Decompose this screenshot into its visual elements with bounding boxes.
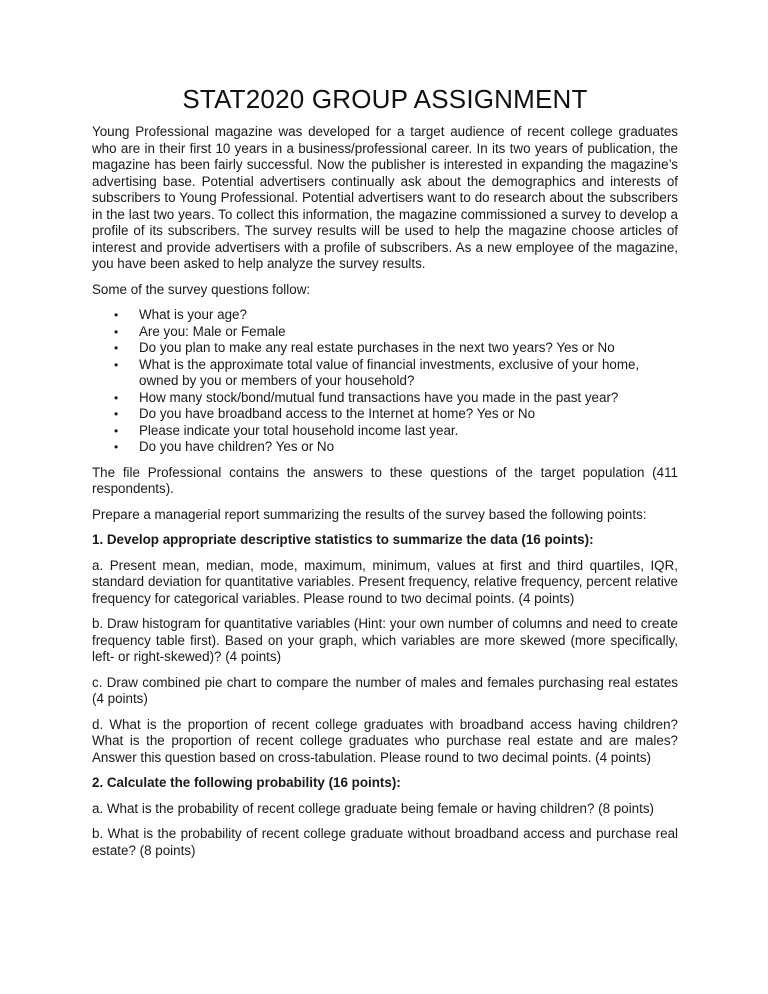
- bullet-icon: •: [114, 341, 119, 355]
- bullet-icon: •: [114, 324, 119, 339]
- bullet-icon: •: [114, 390, 119, 405]
- bullet-icon: •: [114, 407, 119, 421]
- survey-question-list: [92, 307, 678, 456]
- document-title: STAT2020 GROUP ASSIGNMENT: [182, 84, 588, 114]
- survey-question: • Please indicate your total household income last year.: [114, 422, 459, 438]
- survey-question: • Do you have broadband access to the Internet at home? Yes or No: [114, 406, 536, 421]
- section-1-item-b: b. Draw histogram for quantitative variables (Hint: your own number of columns and need to create frequency table first). Based on your graph, which variables are more skewed (more specifically, left- or right-skewed)? (4 points): [92, 616, 678, 664]
- survey-intro: Some of the survey questions follow:: [92, 281, 311, 297]
- file-note: The file Professional contains the answers to these questions of the target population (411 respondents).: [92, 464, 678, 496]
- section-1-item-a: a. Present mean, median, mode, maximum, minimum, values at first and third quartiles, IQR, standard deviation for quantitative variables. Present frequency, relative frequency, percent relative frequency for categorical variables. Please round to two decimal points. (4 points): [92, 557, 678, 606]
- survey-question: • How many stock/bond/mutual fund transactions have you made in the past year?: [114, 389, 619, 405]
- intro-paragraph: Young Professional magazine was developed for a target audience of recent college graduates who are in their first 10 years in a business/professional career. In its two years of publication, the magazine has been fairly successful. Now the publisher is interested in expanding the magazine’s advertising base. Potential advertisers continually ask about the demographics and interests of subscribers to Young Professional. Potential advertisers want to do research about the subscribers in the last two years. To collect this information, the magazine commissioned a survey to develop a profile of its subscribers. The survey results will be used to help the magazine choose articles of interest and provide advertisers with a profile of subscribers. As a new employee of the magazine, you have been asked to help analyze the survey results.: [92, 124, 678, 271]
- section-2-item-b: b. What is the probability of recent college graduate without broadband access and purchase real estate? (8 points): [92, 826, 678, 858]
- section-1-heading: 1. Develop appropriate descriptive statistics to summarize the data (16 points):: [92, 532, 594, 547]
- survey-question: • What is the approximate total value of financial investments, exclusive of your home, owned by you or members of your household?: [114, 356, 640, 388]
- bullet-icon: •: [114, 308, 119, 322]
- report-instruction: Prepare a managerial report summarizing the results of the survey based the following points:: [92, 506, 647, 522]
- section-1-item-d: d. What is the proportion of recent college graduates with broadband access having children? What is the proportion of recent college graduates who purchase real estate and are males? Answer this question based on cross-tabulation. Please round to two decimal points. (4 points): [92, 716, 678, 765]
- bullet-icon: •: [114, 357, 119, 372]
- survey-question: • Do you have children? Yes or No: [114, 439, 335, 454]
- section-2-item-a: a. What is the probability of recent college graduate being female or having children? (8 points): [92, 800, 654, 816]
- bullet-icon: •: [114, 423, 119, 438]
- bullet-icon: •: [114, 440, 119, 454]
- survey-question: • Do you plan to make any real estate purchases in the next two years? Yes or No: [114, 340, 615, 355]
- section-2-heading: 2. Calculate the following probability (16 points):: [92, 775, 401, 790]
- survey-question: • Are you: Male or Female: [114, 323, 286, 339]
- document-page: [92, 84, 678, 868]
- section-1-item-c: c. Draw combined pie chart to compare the number of males and females purchasing real estates (4 points): [92, 674, 678, 706]
- survey-question: • What is your age?: [114, 307, 247, 322]
